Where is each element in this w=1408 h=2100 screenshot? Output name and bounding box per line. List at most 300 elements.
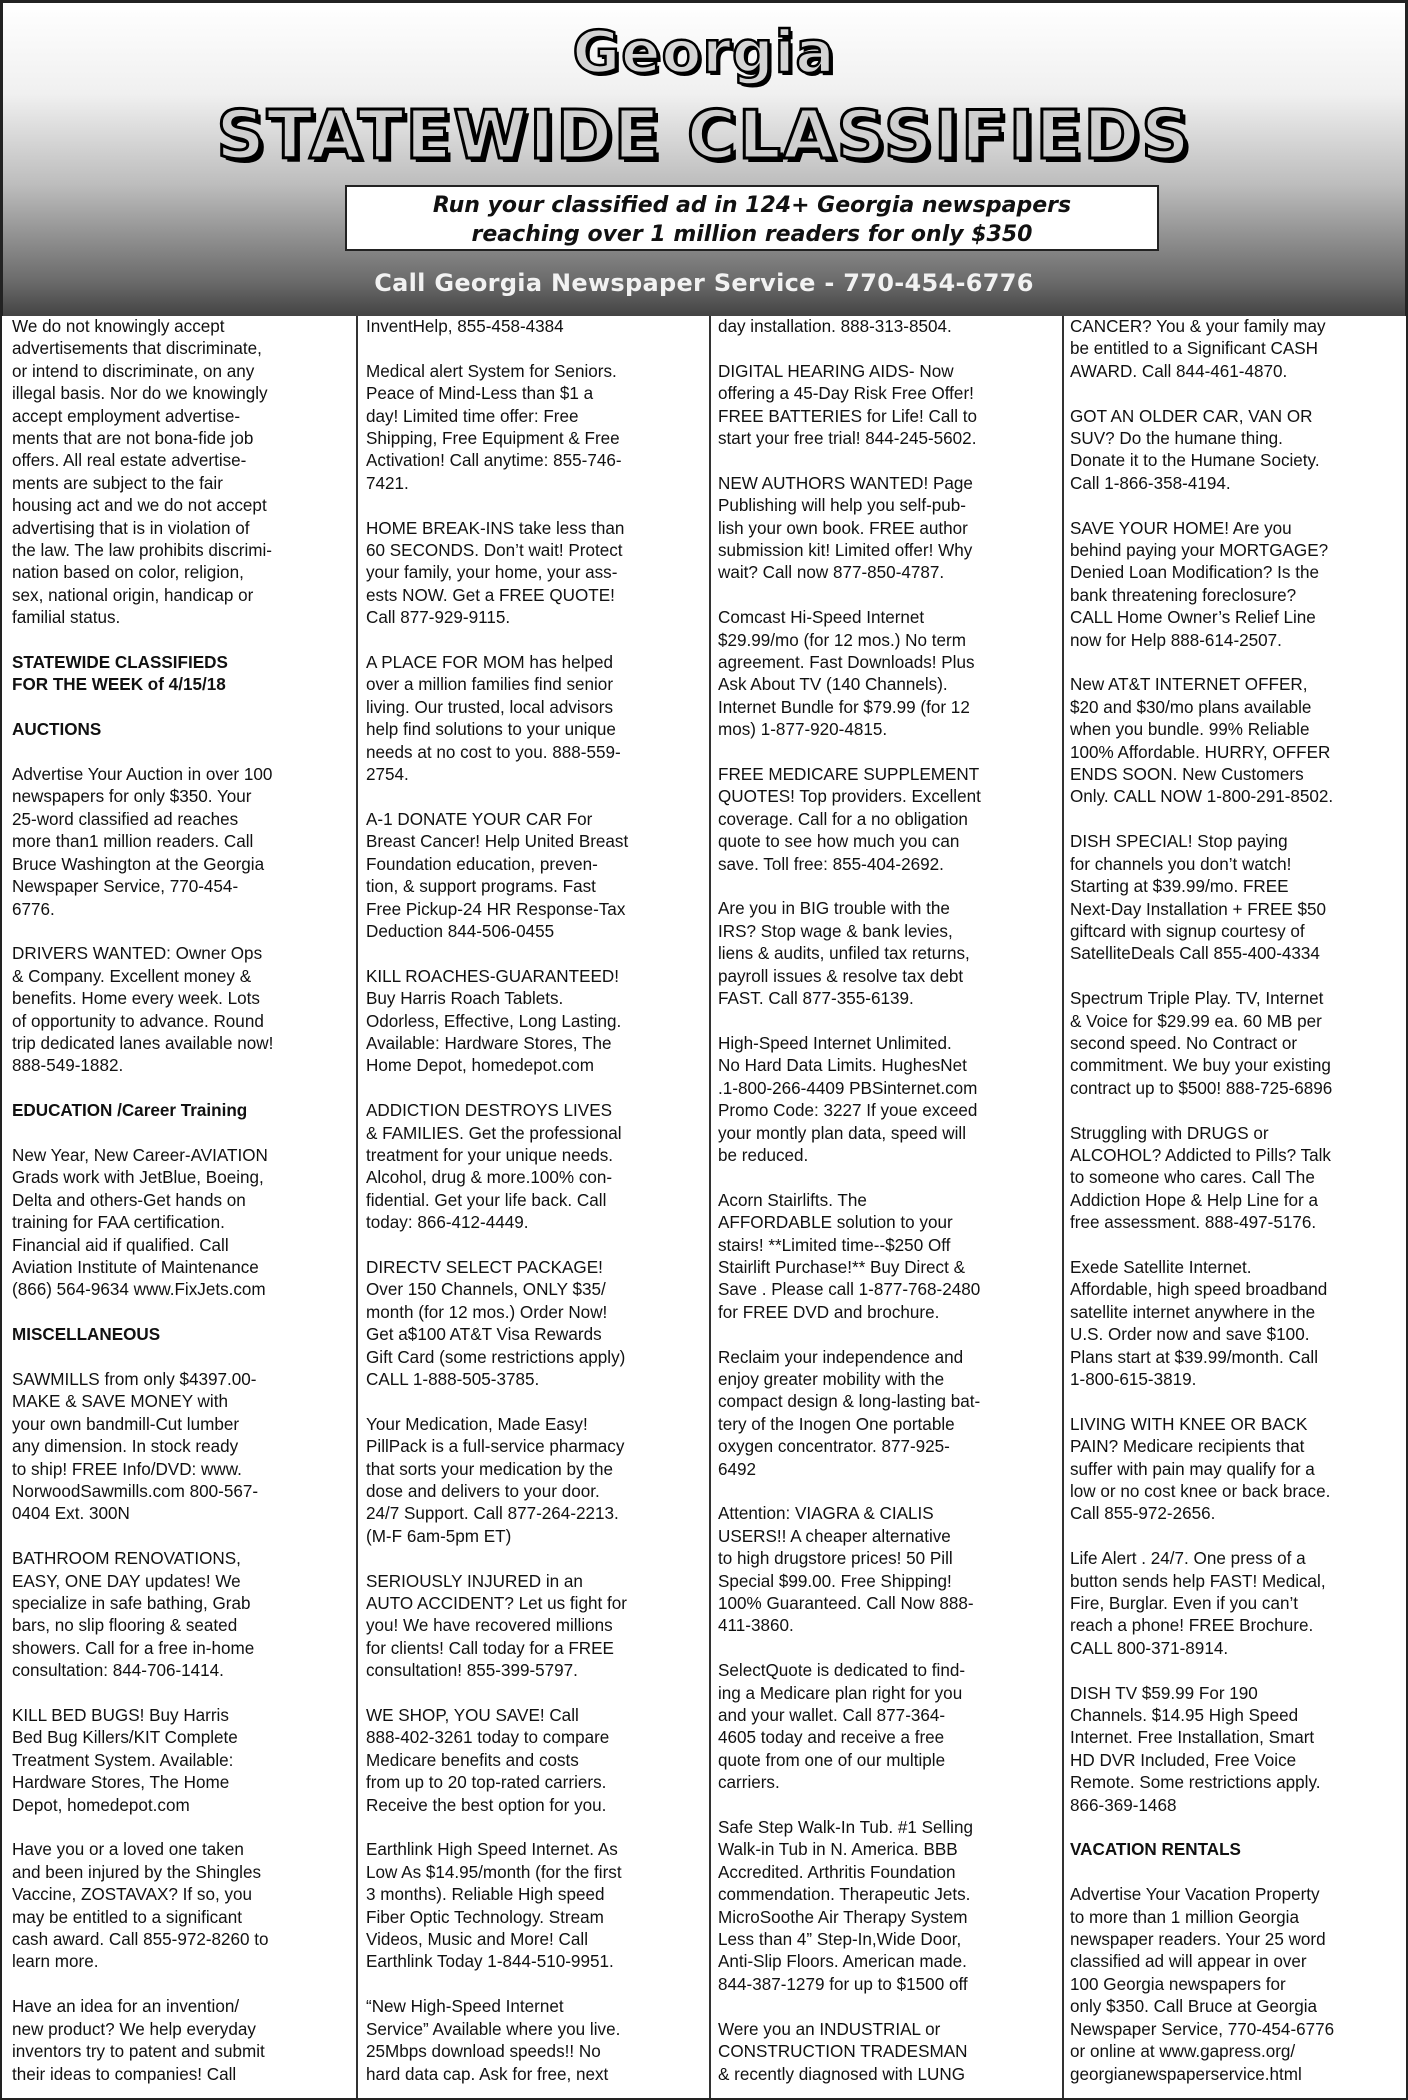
text-line: Low As $14.95/month (for the first [366,1862,622,1882]
text-line: Denied Loan Modification? Is the [1070,563,1319,583]
text-line: that sorts your medication by the [366,1459,614,1479]
text-line: accept employment advertise- [12,406,241,426]
text-line: Ask About TV (140 Channels). [718,675,948,695]
classified-ad [1070,1257,1406,1391]
classified-ad [366,1705,704,1817]
text-line: Walk-in Tub in N. America. BBB [718,1840,958,1860]
text-line: DISH TV $59.99 For 190 [1070,1683,1258,1703]
text-line: for clients! Call today for a FREE [366,1638,614,1658]
text-line: Remote. Some restrictions apply. [1070,1773,1321,1793]
text-line: & FAMILIES. Get the professional [366,1123,622,1143]
text-line: FOR THE WEEK of 4/15/18 [12,675,226,695]
text-line: bank threatening foreclosure? [1070,585,1297,605]
classified-ad [366,1839,704,1973]
text-line: BATHROOM RENOVATIONS, [12,1549,241,1569]
tagline-box [345,185,1159,251]
text-line: LIVING WITH KNEE OR BACK [1070,1414,1308,1434]
text-line: Have an idea for an invention/ [12,1997,240,2017]
text-line: quote to see how much you can [718,832,960,852]
text-line: of opportunity to advance. Round [12,1011,264,1031]
text-line: to someone who cares. Call The [1070,1168,1315,1188]
classified-ad [1070,988,1406,1100]
text-line: agreement. Fast Downloads! Plus [718,653,975,673]
text-line: EDUCATION /Career Training [12,1101,248,1121]
classified-ad [12,764,348,921]
classified-ad [1070,518,1406,652]
text-line: 411-3860. [718,1616,794,1636]
tagline-line-1: Run your classified ad in 124+ Georgia newspapers [432,193,1072,218]
text-line: Promo Code: 3227 If youe exceed [718,1101,978,1121]
text-line: enjoy greater mobility with the [718,1369,945,1389]
text-line: KILL BED BUGS! Buy Harris [12,1706,229,1726]
column-3 [718,316,1056,2100]
column-divider [709,316,711,2100]
text-line: Starting at $39.99/mo. FREE [1070,877,1289,897]
text-line: 866-369-1468 [1070,1795,1177,1815]
text-line: CANCER? You & your family may [1070,317,1326,336]
classified-ad [366,1100,704,1234]
text-line: ENDS SOON. New Customers [1070,765,1304,785]
text-line: NorwoodSawmills.com 800-567- [12,1482,259,1501]
text-line: your own bandmill-Cut lumber [12,1414,240,1434]
text-line: Hardware Stores, The Home [12,1773,230,1793]
text-line: consultation! 855-399-5797. [366,1661,578,1681]
text-line: second speed. No Contract or [1070,1033,1298,1053]
text-line: ADDICTION DESTROYS LIVES [366,1101,613,1121]
text-line: WE SHOP, YOU SAVE! Call [366,1706,579,1726]
text-line: Free Pickup-24 HR Response-Tax [366,899,626,919]
text-line: your montly plan data, speed will [718,1123,966,1143]
text-line: mos) 1-877-920-4815. [718,720,888,740]
classified-ad [1070,1683,1406,1817]
text-line: Comcast Hi-Speed Internet [718,608,925,628]
text-line: Fire, Burglar. Even if you can’t [1070,1594,1299,1614]
text-line: New AT&T INTERNET OFFER, [1070,675,1308,695]
phone-line: Call Georgia Newspaper Service - 770-454-6776 [374,269,1034,297]
text-line: reach a phone! FREE Brochure. [1070,1616,1314,1636]
classified-ad [718,898,1056,1010]
text-line: save. Toll free: 855-404-2692. [718,854,944,874]
text-line: nation based on color, religion, [12,563,244,583]
text-line: advertising that is in violation of [12,518,250,538]
classified-ad [1070,1548,1406,1660]
text-line: housing act and we do not accept [12,496,267,516]
section-heading [12,719,348,741]
text-line: 888-549-1882. [12,1056,124,1076]
text-line: Delta and others-Get hands on [12,1190,246,1210]
text-line: 0404 Ext. 300N [12,1504,130,1524]
text-line: quote from one of our multiple [718,1750,946,1770]
text-line: the law. The law prohibits discrimi- [12,541,272,561]
text-line: and been injured by the Shingles [12,1862,261,1882]
text-line: illegal basis. Nor do we knowingly [12,384,268,404]
text-line: Service” Available where you live. [366,2019,621,2039]
text-line: HOME BREAK-INS take less than [366,518,625,538]
text-line: Earthlink Today 1-844-510-9951. [366,1952,614,1972]
text-line: offers. All real estate advertise- [12,451,247,471]
text-line: Less than 4” Step-In,Wide Door, [718,1930,962,1950]
text-line: contract up to $500! 888-725-6896 [1070,1078,1333,1098]
text-line: only $350. Call Bruce at Georgia [1070,1997,1318,2017]
classified-ad [1070,1414,1406,1526]
classified-ad [1070,1123,1406,1235]
text-line: 2754. [366,765,409,785]
classified-ad [1070,316,1406,383]
text-line: Over 150 Channels, ONLY $35/ [366,1280,606,1300]
text-line: (866) 564-9634 www.FixJets.com [12,1280,266,1300]
text-line: Bruce Washington at the Georgia [12,854,265,874]
text-line: A-1 DONATE YOUR CAR For [366,809,593,829]
text-line: 1-800-615-3819. [1070,1369,1197,1389]
text-line: Videos, Music and More! Call [366,1930,589,1950]
text-line: free assessment. 888-497-5176. [1070,1213,1317,1233]
text-line: STATEWIDE CLASSIFIEDS [12,653,228,673]
text-line: SUV? Do the humane thing. [1070,429,1283,449]
text-line: & Company. Excellent money & [12,966,252,986]
classified-ad [718,607,1056,741]
text-line: Stairlift Purchase!** Buy Direct & [718,1257,965,1277]
classified-ad [12,1705,348,1817]
text-line: Breast Cancer! Help United Breast [366,832,629,852]
classified-ad [12,1369,348,1526]
section-heading [12,1100,348,1122]
text-line: newspapers for only $350. Your [12,787,252,807]
text-line: ALCOHOL? Addicted to Pills? Talk [1070,1145,1331,1165]
text-line: 100% Guaranteed. Call Now 888- [718,1594,974,1614]
masthead-banner [0,0,1408,352]
text-line: benefits. Home every week. Lots [12,989,260,1009]
text-line: ests NOW. Get a FREE QUOTE! [366,585,615,605]
text-line: High-Speed Internet Unlimited. [718,1033,952,1053]
text-line: SAVE YOUR HOME! Are you [1070,518,1292,538]
text-line: hard data cap. Ask for free, next [366,2064,609,2084]
text-line: A PLACE FOR MOM has helped [366,653,614,673]
text-line: living. Our trusted, local advisors [366,697,614,717]
column-divider [1062,316,1064,2100]
text-line: month (for 12 mos.) Order Now! [366,1302,608,1322]
text-line: Internet. Free Installation, Smart [1070,1728,1315,1748]
text-line: georgianewspaperservice.html [1070,2064,1302,2084]
classified-ad [718,316,1056,338]
column-4 [1070,316,1406,2100]
text-line: training for FAA certification. [12,1213,225,1233]
text-line: Alcohol, drug & more.100% con- [366,1168,613,1188]
text-line: SERIOUSLY INJURED in an [366,1571,583,1591]
text-line: & recently diagnosed with LUNG [718,2064,966,2084]
text-line: Special $99.00. Free Shipping! [718,1571,952,1591]
text-line: $29.99/mo (for 12 mos.) No term [718,630,966,650]
text-line: Buy Harris Roach Tablets. [366,989,564,1009]
classified-ad [718,2019,1056,2086]
text-line: Anti-Slip Floors. American made. [718,1952,967,1972]
classified-ad [366,809,704,943]
text-line: or intend to discriminate, on any [12,361,255,381]
text-line: day! Limited time offer: Free [366,406,579,426]
text-line: FREE BATTERIES for Life! Call to [718,406,978,426]
text-line: Medicare benefits and costs [366,1750,579,1770]
text-line: submission kit! Limited offer! Why [718,541,973,561]
text-line: over a million families find senior [366,675,614,695]
classified-ad [12,1145,348,1302]
text-line: classified ad will appear in over [1070,1952,1307,1972]
column-2 [366,316,704,2100]
classified-ad [366,1571,704,1683]
text-line: Save . Please call 1-877-768-2480 [718,1280,981,1300]
text-line: Publishing will help you self-pub- [718,496,966,516]
text-line: Get a$100 AT&T Visa Rewards [366,1325,602,1345]
text-line: GOT AN OLDER CAR, VAN OR [1070,406,1313,426]
text-line: carriers. [718,1773,780,1793]
text-line: when you bundle. 99% Reliable [1070,720,1310,740]
text-line: and your wallet. Call 877-364- [718,1706,946,1726]
text-line: Vaccine, ZOSTAVAX? If so, you [12,1885,253,1905]
text-line: Call 877-929-9115. [366,608,511,628]
text-line: MISCELLANEOUS [12,1325,161,1345]
text-line: payroll issues & resolve tax debt [718,966,964,986]
text-line: Spectrum Triple Play. TV, Internet [1070,989,1324,1009]
text-line: CALL 1-888-505-3785. [366,1369,540,1389]
text-line: Affordable, high speed broadband [1070,1280,1328,1300]
text-line: help find solutions to your unique [366,720,616,740]
text-line: NEW AUTHORS WANTED! Page [718,473,973,493]
text-line: U.S. Order now and save $100. [1070,1325,1310,1345]
text-line: 3 months). Reliable High speed [366,1885,605,1905]
text-line: from up to 20 top-rated carriers. [366,1773,607,1793]
text-line: to more than 1 million Georgia [1070,1907,1299,1927]
classified-ad [718,361,1056,451]
text-line: IRS? Stop wage & bank levies, [718,921,953,941]
text-line: specialize in safe bathing, Grab [12,1594,251,1614]
text-line: be reduced. [718,1145,809,1165]
classified-ad [1070,406,1406,496]
text-line: Peace of Mind-Less than $1 a [366,384,594,404]
text-line: 888-402-3261 today to compare [366,1728,610,1748]
classified-ad [366,966,704,1078]
text-line: Safe Step Walk-In Tub. #1 Selling [718,1818,973,1838]
classified-ad [366,1996,704,2086]
text-line: AWARD. Call 844-461-4870. [1070,361,1288,381]
text-line: 25Mbps download speeds!! No [366,2042,601,2062]
text-line: 844-387-1279 for up to $1500 off [718,1974,968,1994]
text-line: We do not knowingly accept [12,317,225,336]
text-line: HD DVR Included, Free Voice [1070,1750,1297,1770]
text-line: PAIN? Medicare recipients that [1070,1437,1305,1457]
text-line: may be entitled to a significant [12,1907,242,1927]
text-line: Fiber Optic Technology. Stream [366,1907,604,1927]
text-line: Channels. $14.95 High Speed [1070,1706,1299,1726]
classified-ad [12,943,348,1077]
text-line: MAKE & SAVE MONEY with [12,1392,228,1412]
text-line: 24/7 Support. Call 877-264-2213. [366,1504,619,1524]
text-line: oxygen concentrator. 877-925- [718,1437,950,1457]
text-line: tery of the Inogen One portable [718,1414,955,1434]
text-line: KILL ROACHES-GUARANTEED! [366,966,619,986]
column-divider [356,316,358,2100]
text-line: InventHelp, 855-458-4384 [366,317,564,336]
text-line: & Voice for $29.99 ea. 60 MB per [1070,1011,1322,1031]
text-line: Exede Satellite Internet. [1070,1257,1252,1277]
text-line: low or no cost knee or back brace. [1070,1482,1331,1501]
text-line: Your Medication, Made Easy! [366,1414,588,1434]
text-line: Accredited. Arthritis Foundation [718,1862,956,1882]
text-line: USERS!! A cheaper alternative [718,1526,951,1546]
text-line: giftcard with signup courtesy of [1070,921,1305,941]
text-line: now for Help 888-614-2507. [1070,630,1282,650]
text-line: offering a 45-Day Risk Free Offer! [718,384,974,404]
text-line: cash award. Call 855-972-8260 to [12,1930,269,1950]
text-line: 7421. [366,473,409,493]
text-line: ments are subject to the fair [12,473,223,493]
tagline-line-2: reaching over 1 million readers for only $350 [471,222,1033,247]
text-line: ments that are not bona-fide job [12,429,254,449]
text-line: Advertise Your Auction in over 100 [12,765,273,785]
text-line: (M-F 6am-5pm ET) [366,1526,512,1546]
text-line: AUCTIONS [12,720,102,740]
text-line: Addiction Hope & Help Line for a [1070,1190,1319,1210]
text-line: satellite internet anywhere in the [1070,1302,1316,1322]
classified-ad [366,361,704,495]
text-line: Medical alert System for Seniors. [366,361,617,381]
text-line: any dimension. In stock ready [12,1437,239,1457]
text-line: Home Depot, homedepot.com [366,1056,595,1076]
text-line: new product? We help everyday [12,2019,256,2039]
text-line: day installation. 888-313-8504. [718,317,952,336]
text-line: Treatment System. Available: [12,1750,234,1770]
text-line: bars, no slip flooring & seated [12,1616,238,1636]
classified-ad [366,518,704,630]
text-line: CONSTRUCTION TRADESMAN [718,2042,968,2062]
text-line: advertisements that discriminate, [12,339,262,359]
text-line: for FREE DVD and brochure. [718,1302,940,1322]
text-line: 25-word classified ad reaches [12,809,239,829]
text-line: Bed Bug Killers/KIT Complete [12,1728,238,1748]
text-line: trip dedicated lanes available now! [12,1033,274,1053]
text-line: Call 855-972-2656. [1070,1504,1216,1524]
masthead-title-georgia: Georgia [572,18,836,86]
columns-area [0,316,1408,2100]
text-line: Grads work with JetBlue, Boeing, [12,1168,264,1188]
text-line: more than1 million readers. Call [12,832,254,852]
text-line: learn more. [12,1952,99,1972]
text-line: .1-800-266-4409 PBSinternet.com [718,1078,978,1098]
text-line: Activation! Call anytime: 855-746- [366,451,622,471]
text-line: QUOTES! Top providers. Excellent [718,787,981,807]
text-line: Donate it to the Humane Society. [1070,451,1320,471]
text-line: needs at no cost to you. 888-559- [366,742,621,762]
classified-ad [366,652,704,786]
text-line: showers. Call for a free in-home [12,1638,255,1658]
text-line: stairs! **Limited time--$250 Off [718,1235,951,1255]
text-line: compact design & long-lasting bat- [718,1392,981,1412]
text-line: their ideas to companies! Call [12,2064,237,2084]
text-line: AFFORDABLE solution to your [718,1213,953,1233]
text-line: coverage. Call for a no obligation [718,809,968,829]
section-heading [12,1324,348,1346]
classified-ad [718,1503,1056,1637]
classified-ad [718,1347,1056,1481]
text-line: Were you an INDUSTRIAL or [718,2019,941,2039]
text-line: liens & audits, unfiled tax returns, [718,944,970,964]
column-1 [12,316,348,2100]
text-line: wait? Call now 877-850-4787. [718,563,945,583]
text-line: commitment. We buy your existing [1070,1056,1331,1076]
text-line: or online at www.gapress.org/ [1070,2042,1296,2062]
text-line: Struggling with DRUGS or [1070,1123,1269,1143]
text-line: Newspaper Service, 770-454- [12,877,239,897]
text-line: Acorn Stairlifts. The [718,1190,867,1210]
text-line: Earthlink High Speed Internet. As [366,1840,618,1860]
text-line: behind paying your MORTGAGE? [1070,541,1329,561]
text-line: DISH SPECIAL! Stop paying [1070,832,1288,852]
text-line: Have you or a loved one taken [12,1840,244,1860]
text-line: dose and delivers to your door. [366,1482,600,1501]
text-line: be entitled to a Significant CASH [1070,339,1319,359]
text-line: Advertise Your Vacation Property [1070,1885,1320,1905]
text-line: Reclaim your independence and [718,1347,964,1367]
text-line: Are you in BIG trouble with the [718,899,950,919]
text-line: DIGITAL HEARING AIDS- Now [718,361,954,381]
text-line: Receive the best option for you. [366,1795,607,1815]
text-line: 100 Georgia newspapers for [1070,1974,1286,1994]
classified-ad [366,1414,704,1548]
text-line: 100% Affordable. HURRY, OFFER [1070,742,1331,762]
text-line: 60 SECONDS. Don’t wait! Protect [366,541,623,561]
text-line: Deduction 844-506-0455 [366,921,555,941]
text-line: sex, national origin, handicap or [12,585,254,605]
classified-ad [366,316,704,338]
text-line: for channels you don’t watch! [1070,854,1292,874]
section-heading [1070,1839,1406,1861]
text-line: CALL Home Owner’s Relief Line [1070,608,1316,628]
classified-ad [12,1839,348,1973]
text-line: FAST. Call 877-355-6139. [718,989,914,1009]
classified-ad [718,1660,1056,1794]
text-line: SAWMILLS from only $4397.00- [12,1369,257,1389]
text-line: treatment for your unique needs. [366,1145,614,1165]
text-line: Odorless, Effective, Long Lasting. [366,1011,622,1031]
text-line: SatelliteDeals Call 855-400-4334 [1070,944,1320,964]
text-line: Life Alert . 24/7. One press of a [1070,1549,1306,1569]
text-line: 4605 today and receive a free [718,1728,945,1748]
masthead-title-statewide: STATEWIDE CLASSIFIEDS [216,96,1192,174]
classified-ad [718,473,1056,585]
text-line: lish your own book. FREE author [718,518,968,538]
text-line: EASY, ONE DAY updates! We [12,1571,241,1591]
text-line: Financial aid if qualified. Call [12,1235,229,1255]
text-line: DIRECTV SELECT PACKAGE! [366,1257,603,1277]
classified-ad [12,316,348,630]
text-line: VACATION RENTALS [1070,1840,1241,1860]
text-line: Only. CALL NOW 1-800-291-8502. [1070,787,1334,807]
classified-ad [1070,1884,1406,2086]
text-line: CALL 800-371-8914. [1070,1638,1229,1658]
text-line: newspaper readers. Your 25 word [1070,1930,1326,1950]
text-line: button sends help FAST! Medical, [1070,1571,1326,1591]
text-line: ing a Medicare plan right for you [718,1683,963,1703]
text-line: $20 and $30/mo plans available [1070,697,1312,717]
text-line: FREE MEDICARE SUPPLEMENT [718,765,980,785]
text-line: familial status. [12,608,121,628]
text-line: tion, & support programs. Fast [366,877,596,897]
classified-ad [718,1033,1056,1167]
classified-ad [12,1996,348,2086]
text-line: SelectQuote is dedicated to find- [718,1661,966,1681]
text-line: “New High-Speed Internet [366,1997,564,2017]
text-line: 6492 [718,1459,757,1479]
classified-ad [1070,674,1406,808]
classified-ad [366,1257,704,1391]
text-line: to ship! FREE Info/DVD: www. [12,1459,242,1479]
